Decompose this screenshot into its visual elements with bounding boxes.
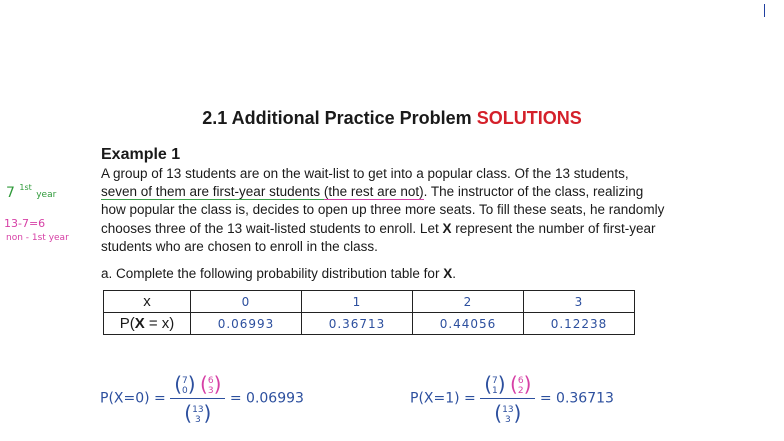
- table-row: [104, 313, 635, 335]
- margin-note-first-year: [6, 183, 56, 201]
- formula-fraction: (7 0) (6 3) (13 3 ): [170, 372, 225, 425]
- binom-bottom: 3: [194, 414, 201, 425]
- variable-x: X: [442, 220, 452, 236]
- prob-label-pre: P(: [119, 315, 135, 332]
- binom-top: 13: [192, 404, 204, 415]
- problem-text-1: A group of 13 students are on the wait-list to get into a popular class. Of the 13 students,: [101, 166, 629, 181]
- binom-bottom: 3: [207, 385, 214, 396]
- problem-text-2: . The instructor of the class, realizing how popular the class is, decides to open up three more seats. To fill these seats, he randomly chooses three of the 13 wait-listed students to enroll. Let: [101, 184, 665, 236]
- part-a-text: a. Complete the following probability distribution table for: [101, 266, 444, 281]
- margin-note-non-first-year: non - 1st year: [6, 233, 69, 243]
- part-a-prompt: [101, 266, 456, 281]
- binom-bottom: 1: [492, 385, 498, 396]
- table-header-prob: [104, 313, 191, 335]
- table-row: [104, 291, 635, 313]
- binom-top: 13: [502, 404, 514, 415]
- highlight-rest: (the rest are not): [323, 184, 424, 200]
- formula-lhs: P(X=1) =: [410, 390, 476, 407]
- problem-text-3: represent the number of first-year students who are chosen to enroll in the class.: [101, 220, 656, 254]
- formula-result: = 0.36713: [539, 390, 614, 407]
- table-cell-prob: 0.12238: [524, 313, 635, 335]
- table-header-x: x: [104, 291, 191, 313]
- work-formula-x0: [100, 372, 304, 425]
- table-cell-x: 2: [413, 291, 524, 313]
- binom-bottom: 3: [504, 414, 511, 425]
- highlight-first-year: seven of them are first-year students: [101, 184, 324, 200]
- probability-table: [103, 290, 635, 335]
- binom-bottom: 2: [517, 385, 524, 396]
- prob-label-var: X: [134, 315, 145, 332]
- binom-top: 6: [517, 375, 524, 386]
- table-cell-prob: 0.36713: [302, 313, 413, 335]
- page-title-accent: SOLUTIONS: [476, 108, 582, 128]
- part-a-end: .: [452, 266, 456, 281]
- formula-result: = 0.06993: [229, 390, 304, 407]
- table-cell-x: 1: [302, 291, 413, 313]
- table-cell-x: 0: [191, 291, 302, 313]
- formula-lhs: P(X=0) =: [100, 390, 166, 407]
- page-title-main: 2.1 Additional Practice Problem: [202, 108, 472, 128]
- margin-note-subtraction: 13-7=6: [4, 217, 46, 230]
- example-heading: Example 1: [101, 146, 181, 163]
- table-cell-prob: 0.44056: [413, 313, 524, 335]
- part-a-variable: X: [443, 266, 453, 281]
- margin-note-tail: year: [36, 190, 57, 200]
- binom-bottom: 0: [182, 385, 188, 396]
- prob-label-post: = x): [144, 315, 175, 332]
- binom-top: 7: [492, 375, 498, 386]
- margin-note-sup: 1st: [19, 183, 32, 192]
- table-cell-x: 3: [524, 291, 635, 313]
- margin-note-count: 7: [6, 185, 15, 201]
- problem-statement: [101, 165, 666, 256]
- work-formula-x1: [410, 372, 614, 425]
- formula-fraction: (7 1) (6 2) (13 3 ): [480, 372, 535, 425]
- table-cell-prob: 0.06993: [191, 313, 302, 335]
- binom-top: 7: [182, 375, 188, 386]
- binom-top: 6: [207, 375, 214, 386]
- page-title: [0, 108, 784, 129]
- edge-ink-mark: [764, 4, 765, 17]
